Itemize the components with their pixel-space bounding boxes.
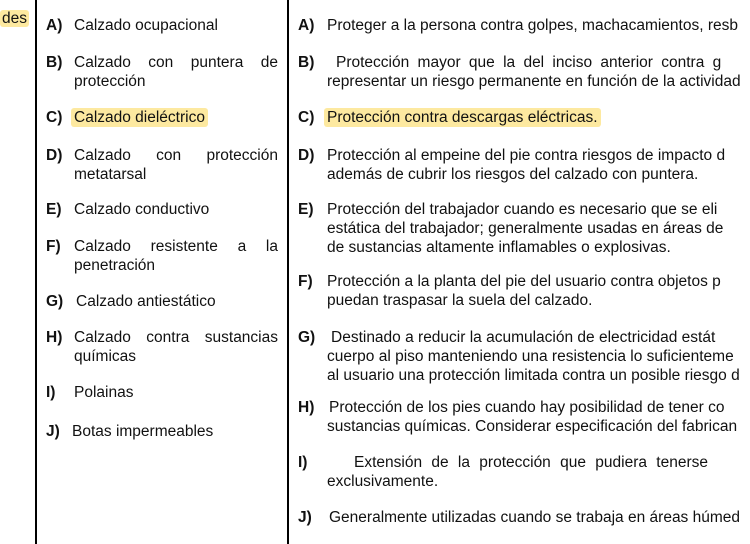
option-text: Calzado antiestático — [76, 293, 216, 310]
description-text-line2: puedan traspasar la suela del calzado. — [327, 292, 593, 309]
option-letter: D) — [46, 147, 63, 164]
option-letter: H) — [46, 329, 63, 346]
description-letter: G) — [298, 329, 316, 346]
option-text-line1: Calzado con protección — [74, 147, 278, 164]
option-text — [74, 146, 278, 184]
description-letter: I) — [298, 454, 308, 471]
description-letter: C) — [298, 109, 315, 126]
description-text-line2: cuerpo al piso manteniendo una resistencia lo suficienteme — [327, 348, 734, 365]
description-text-line1: Proteger a la persona contra golpes, machacamientos, resb — [327, 17, 738, 34]
description-text-line3: al usuario una protección limitada contra un posible riesgo d — [327, 367, 740, 384]
table-rule-middle — [287, 0, 289, 544]
option-text-highlighted: Calzado dieléctrico — [71, 108, 208, 127]
option-text: Botas impermeables — [72, 423, 214, 440]
description-text-line2: representar un riesgo permanente en función de la actividad — [327, 73, 741, 90]
table-rule-left — [35, 0, 37, 544]
description-text-line2: además de cubrir los riesgos del calzado con puntera. — [327, 166, 699, 183]
description-letter: E) — [298, 201, 314, 218]
option-text-line1: Calzado con puntera de — [74, 54, 278, 71]
description-text-line3: de sustancias altamente inflamables o explosivas. — [327, 239, 671, 256]
description-text-line2: exclusivamente. — [327, 473, 439, 490]
option-text: Calzado ocupacional — [74, 17, 218, 34]
option-text-line2: químicas — [74, 348, 137, 365]
description-text-line1: Protección a la planta del pie del usuario contra objetos p — [327, 273, 721, 290]
description-text-line1: Destinado a reducir la acumulación de electricidad estát — [331, 329, 716, 346]
description-letter: A) — [298, 17, 315, 34]
description-text-line1: Protección de los pies cuando hay posibilidad de tener co — [329, 399, 725, 416]
option-letter: E) — [46, 201, 62, 218]
option-letter: G) — [46, 293, 64, 310]
option-letter: F) — [46, 238, 61, 255]
description-text-line1: Protección del trabajador cuando es necesario que se eli — [327, 201, 718, 218]
option-text — [74, 53, 278, 91]
option-text — [74, 237, 278, 275]
option-letter: I) — [46, 384, 56, 401]
description-text-line1: Protección mayor que la del inciso anterior contra g — [336, 54, 722, 71]
option-text-line2: metatarsal — [74, 166, 147, 183]
description-letter: J) — [298, 509, 312, 526]
left-fragment-text: des — [2, 10, 27, 27]
option-text-line1: Calzado contra sustancias — [74, 329, 278, 346]
description-letter: D) — [298, 147, 315, 164]
option-text-line1: Calzado resistente a la — [74, 238, 278, 255]
description-text-line2: sustancias químicas. Considerar especificación del fabrican — [327, 418, 738, 435]
description-text-line1: Extensión de la protección que pudiera tenerse — [354, 454, 708, 471]
option-text: Calzado conductivo — [74, 201, 210, 218]
description-letter: F) — [298, 273, 313, 290]
description-text-highlighted: Protección contra descargas eléctricas. — [324, 108, 601, 127]
left-column-fragment — [0, 9, 29, 28]
description-text-line2: estática del trabajador; generalmente usadas en áreas de — [327, 220, 724, 237]
description-letter: H) — [298, 399, 315, 416]
option-text — [74, 328, 278, 366]
description-text-line1: Generalmente utilizadas cuando se trabaja en áreas húmed — [329, 509, 741, 526]
option-letter: B) — [46, 54, 63, 71]
option-text: Polainas — [74, 384, 134, 401]
description-text-line1: Protección al empeine del pie contra riesgos de impacto d — [327, 147, 726, 164]
description-letter: B) — [298, 54, 315, 71]
option-letter: C) — [46, 109, 63, 126]
option-letter: A) — [46, 17, 63, 34]
option-letter: J) — [46, 423, 60, 440]
option-text-line2: penetración — [74, 257, 156, 274]
option-text-line2: protección — [74, 73, 146, 90]
